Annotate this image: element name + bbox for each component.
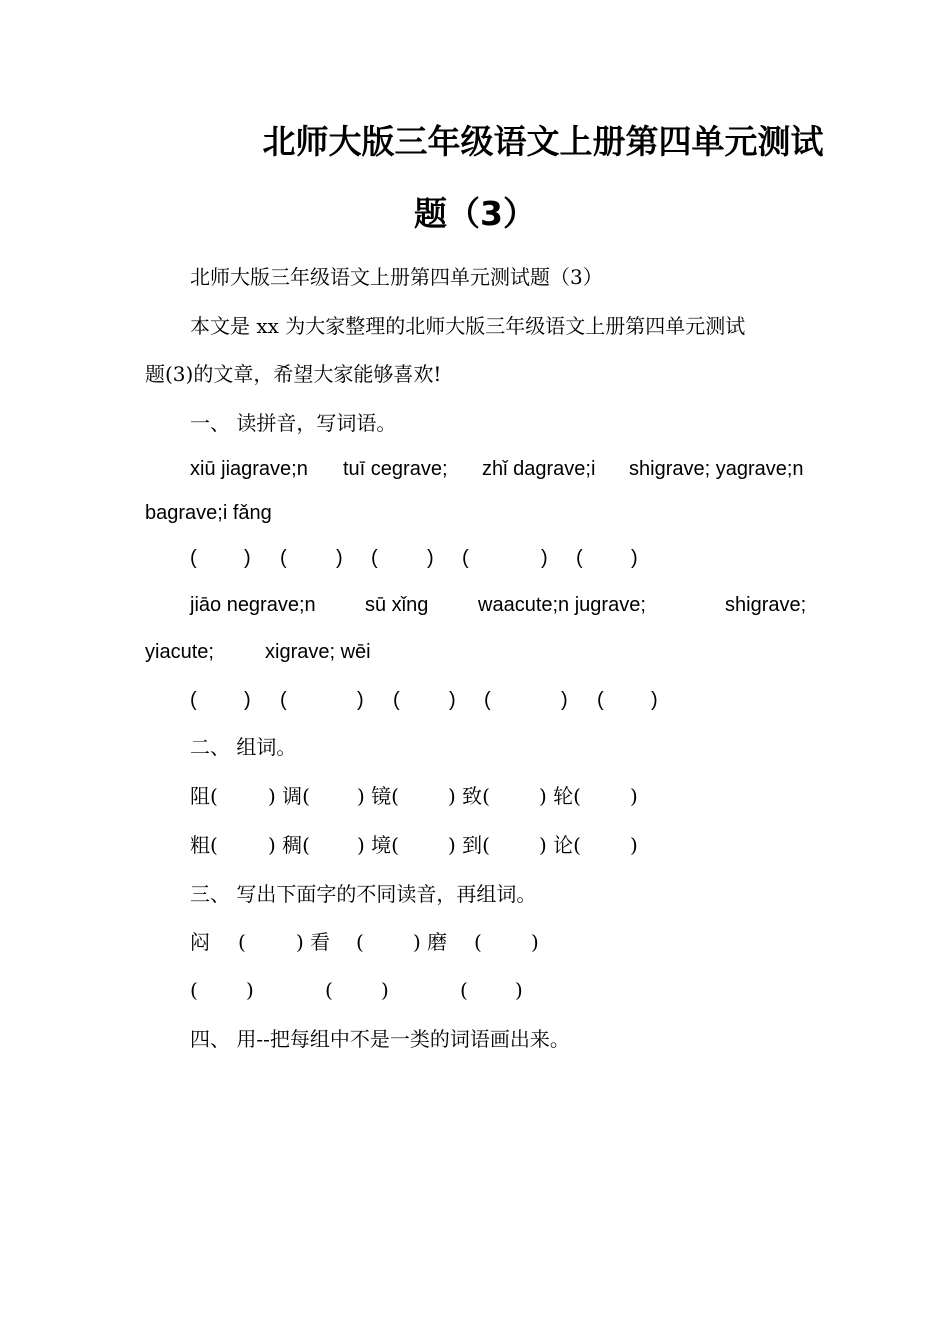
word-blank: ) xyxy=(630,784,638,808)
blank-paren: ( xyxy=(576,547,583,569)
blank-paren: ) xyxy=(244,689,251,711)
section-3-heading: 三、 写出下面字的不同读音，再组词。 xyxy=(190,882,537,906)
blank-paren: ) xyxy=(651,689,658,711)
word-blank: ( xyxy=(474,930,482,954)
pinyin-item: shigrave; yagrave;n xyxy=(629,458,804,480)
blank-paren: ( xyxy=(462,547,469,569)
pinyin-item: waacute;n jugrave; xyxy=(478,594,646,616)
word-blank: ) 稠( xyxy=(268,833,310,857)
pinyin-item: zhǐ dagrave;i xyxy=(482,458,596,480)
intro-description-line-1: 本文是 xx 为大家整理的北师大版三年级语文上册第四单元测试 xyxy=(190,314,746,338)
document-title-line-1: 北师大版三年级语文上册第四单元测试 xyxy=(262,122,824,161)
blank-paren: ) xyxy=(357,689,364,711)
word-blank: ( xyxy=(460,978,468,1002)
word-blank: ) 论( xyxy=(539,833,581,857)
word-blank: ( xyxy=(190,978,198,1002)
word-blank: ( xyxy=(238,930,246,954)
word-blank: ) 调( xyxy=(268,784,310,808)
word-blank: ( xyxy=(325,978,333,1002)
word-blank: ) xyxy=(515,978,523,1002)
word-blank: ) xyxy=(381,978,389,1002)
intro-description-line-2: 题(3)的文章，希望大家能够喜欢! xyxy=(145,362,442,386)
pinyin-item: sū xǐng xyxy=(365,594,429,616)
blank-paren: ) xyxy=(336,547,343,569)
blank-paren: ( xyxy=(484,689,491,711)
blank-paren: ( xyxy=(597,689,604,711)
word-blank: 闷 xyxy=(190,930,210,954)
word-blank: ) xyxy=(246,978,254,1002)
word-blank: 阻( xyxy=(190,784,218,808)
word-blank: ) 看 xyxy=(296,930,331,954)
section-4-heading: 四、 用--把每组中不是一类的词语画出来。 xyxy=(190,1027,570,1051)
blank-paren: ( xyxy=(393,689,400,711)
pinyin-item: yiacute; xyxy=(145,641,214,663)
word-blank: ) xyxy=(630,833,638,857)
word-blank: ( xyxy=(356,930,364,954)
blank-paren: ) xyxy=(631,547,638,569)
pinyin-item: xiū jiagrave;n xyxy=(190,458,308,480)
intro-title-repeat: 北师大版三年级语文上册第四单元测试题（3） xyxy=(190,265,603,289)
blank-paren: ) xyxy=(541,547,548,569)
word-blank: ) xyxy=(531,930,539,954)
blank-paren: ( xyxy=(190,547,197,569)
blank-paren: ) xyxy=(449,689,456,711)
word-blank: ) 境( xyxy=(357,833,399,857)
pinyin-item: bagrave;i fǎng xyxy=(145,502,272,524)
word-blank: ) 轮( xyxy=(539,784,581,808)
pinyin-item: xigrave; wēi xyxy=(265,641,371,663)
word-blank: ) 磨 xyxy=(413,930,448,954)
word-blank: 粗( xyxy=(190,833,218,857)
blank-paren: ) xyxy=(561,689,568,711)
blank-paren: ( xyxy=(190,689,197,711)
word-blank: ) 镜( xyxy=(357,784,399,808)
pinyin-item: jiāo negrave;n xyxy=(190,594,316,616)
blank-paren: ) xyxy=(244,547,251,569)
blank-paren: ( xyxy=(280,689,287,711)
word-blank: ) 致( xyxy=(448,784,490,808)
section-2-heading: 二、 组词。 xyxy=(190,735,297,759)
pinyin-item: tuī cegrave; xyxy=(343,458,448,480)
blank-paren: ( xyxy=(280,547,287,569)
document-title-line-2: 题（3） xyxy=(414,194,536,233)
word-blank: ) 到( xyxy=(448,833,490,857)
section-1-heading: 一、 读拼音，写词语。 xyxy=(190,411,397,435)
blank-paren: ) xyxy=(427,547,434,569)
pinyin-item: shigrave; xyxy=(725,594,807,616)
blank-paren: ( xyxy=(371,547,378,569)
